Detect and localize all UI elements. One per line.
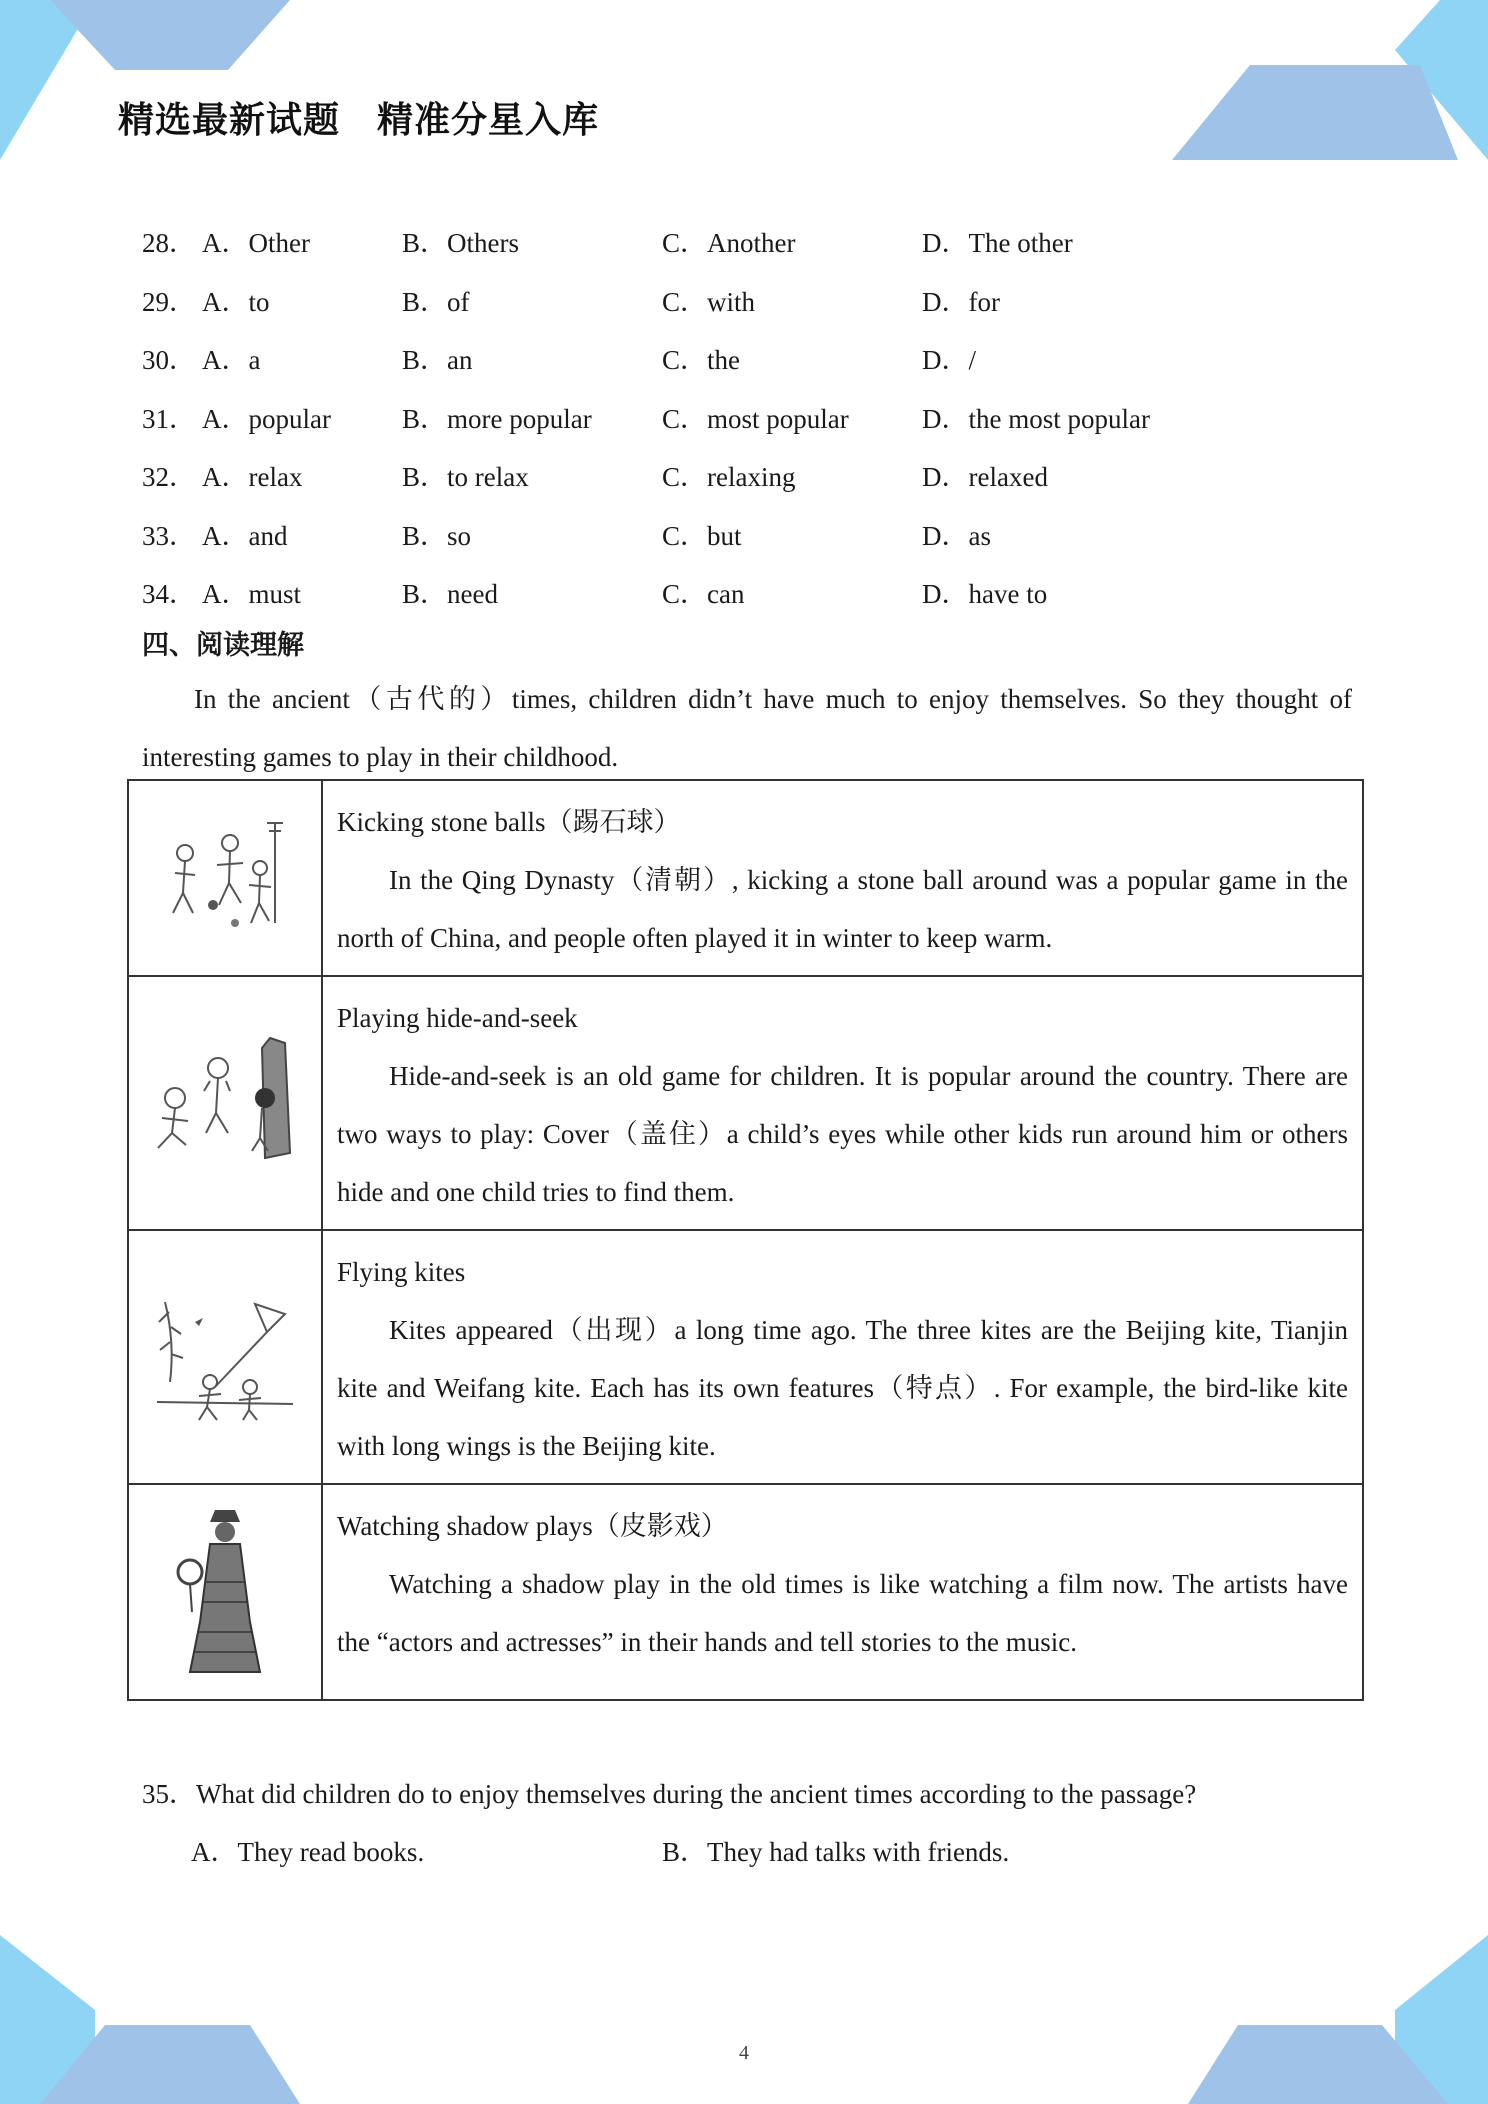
table-row bbox=[128, 780, 1363, 976]
game-title: Watching shadow plays（皮影戏） bbox=[337, 1511, 728, 1541]
option-row bbox=[0, 282, 1488, 322]
option-row bbox=[0, 223, 1488, 263]
option-a: A．must bbox=[202, 579, 302, 609]
picture-cell bbox=[128, 1230, 322, 1484]
question-number: 30． bbox=[142, 345, 196, 375]
question-option-a: A．They read books. bbox=[191, 1837, 425, 1867]
shadow-play-puppet-illustration bbox=[170, 1502, 280, 1682]
flying-kites-illustration bbox=[155, 1292, 295, 1422]
question-option-b: B．They had talks with friends. bbox=[662, 1837, 1010, 1867]
option-row bbox=[0, 574, 1488, 614]
option-d: D．relaxed bbox=[922, 462, 1048, 492]
option-row bbox=[0, 340, 1488, 380]
option-a: A．relax bbox=[202, 462, 303, 492]
kicking-stone-ball-illustration bbox=[155, 813, 295, 943]
table-row bbox=[128, 976, 1363, 1230]
option-a: A．and bbox=[202, 520, 288, 551]
question-number: 33． bbox=[142, 520, 196, 551]
option-a: A．a bbox=[202, 345, 261, 375]
option-b: B．Others bbox=[402, 228, 519, 258]
picture-cell bbox=[128, 780, 322, 976]
option-b: B．of bbox=[402, 286, 470, 317]
option-d: D．the most popular bbox=[922, 403, 1150, 434]
question-number: 29． bbox=[142, 286, 196, 317]
option-c: C．relaxing bbox=[662, 462, 796, 492]
option-b: B．need bbox=[402, 579, 498, 609]
option-row bbox=[0, 399, 1488, 439]
game-title: Playing hide-and-seek bbox=[337, 1003, 578, 1033]
game-cell bbox=[322, 1484, 1363, 1700]
option-b: B．to relax bbox=[402, 462, 529, 492]
question-number: 28． bbox=[142, 228, 196, 258]
option-a: A．Other bbox=[202, 228, 310, 258]
option-d: D．/ bbox=[922, 345, 976, 375]
option-a: A．popular bbox=[202, 403, 331, 434]
question-number: 34． bbox=[142, 579, 196, 609]
option-b: B．so bbox=[402, 520, 472, 551]
table-row bbox=[128, 1484, 1363, 1700]
option-d: D．for bbox=[922, 286, 1000, 317]
option-c: C．but bbox=[662, 520, 742, 551]
game-title: Kicking stone balls（踢石球） bbox=[337, 807, 681, 837]
option-c: C．the bbox=[662, 345, 740, 375]
game-cell bbox=[322, 976, 1363, 1230]
game-title: Flying kites bbox=[337, 1257, 466, 1287]
game-description: Hide-and-seek is an old game for children. It is popular around the country. There are two ways to play: Cover（盖住）a child’s eyes while other kids run around him or others hide and one child tries to find them. bbox=[337, 1061, 1348, 1207]
hide-and-seek-illustration bbox=[150, 1033, 300, 1173]
reading-intro: In the ancient（古代的）times, children didn’t have much to enjoy themselves. So they thought of interesting games to play in their childhood. bbox=[142, 684, 1352, 772]
game-description: In the Qing Dynasty（清朝）, kicking a stone ball around was a popular game in the north of China, and people often played it in winter to keep warm. bbox=[337, 865, 1348, 953]
game-description: Watching a shadow play in the old times is like watching a film now. The artists have the “actors and actresses” in their hands and tell stories to the music. bbox=[337, 1569, 1348, 1657]
game-description: Kites appeared（出现）a long time ago. The three kites are the Beijing kite, Tianjin kite and Weifang kite. Each has its own features（特点）. For example, the bird-like kite with long wings is the Beijing kite. bbox=[337, 1315, 1348, 1461]
picture-cell bbox=[128, 1484, 322, 1700]
page-number: 4 bbox=[739, 2042, 749, 2064]
header-title: 精选最新试题 精准分星入库 bbox=[118, 100, 600, 141]
option-c: C．with bbox=[662, 286, 756, 317]
option-a: A．to bbox=[202, 286, 270, 317]
game-cell bbox=[322, 780, 1363, 976]
games-table bbox=[127, 779, 1364, 1701]
table-row bbox=[128, 1230, 1363, 1484]
question-number: 31． bbox=[142, 403, 196, 434]
section-heading: 四、阅读理解 bbox=[142, 630, 304, 661]
option-d: D．The other bbox=[922, 228, 1073, 258]
option-c: C．most popular bbox=[662, 403, 849, 434]
option-b: B．more popular bbox=[402, 403, 592, 434]
game-cell bbox=[322, 1230, 1363, 1484]
option-d: D．as bbox=[922, 520, 991, 551]
option-b: B．an bbox=[402, 345, 473, 375]
option-c: C．Another bbox=[662, 228, 796, 258]
option-d: D．have to bbox=[922, 579, 1048, 609]
option-row bbox=[0, 457, 1488, 497]
picture-cell bbox=[128, 976, 322, 1230]
question-35: 35．What did children do to enjoy themselves during the ancient times according to the passage? bbox=[142, 1779, 1197, 1809]
question-number: 32． bbox=[142, 462, 196, 492]
option-row bbox=[0, 516, 1488, 556]
option-c: C．can bbox=[662, 579, 745, 609]
